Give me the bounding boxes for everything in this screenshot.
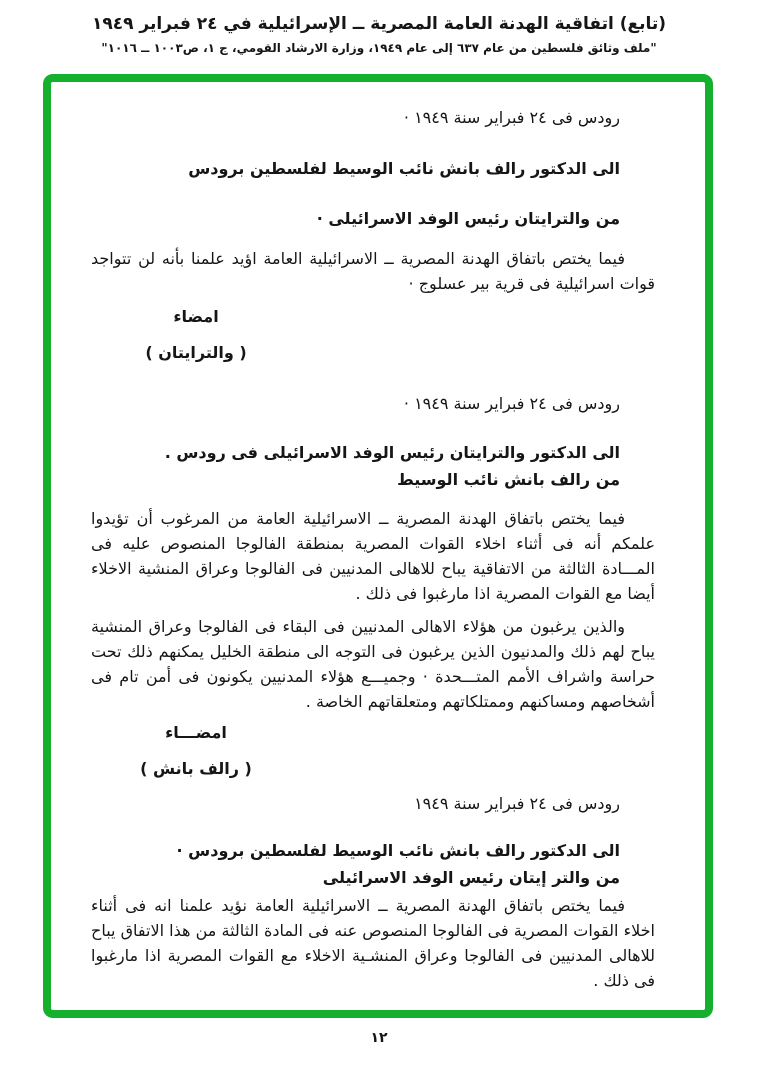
letter-2-from-line: من رالف بانش نائب الوسيط [397, 470, 620, 489]
letter-2-signature-name: ( رالف بانش ) [140, 759, 252, 778]
letter-3-to-line: الى الدكتور رالف بانش نائب الوسيط لفلسطين برودس · [176, 841, 620, 860]
letter-1-body-paragraph: فيما يختص باتفاق الهدنة المصرية ــ الاسرائيلية العامة اؤيد علمنا بأنه لن تتواجد قوات اسرائيلية فى قرية بير عسلوج · [91, 249, 655, 293]
letter-1-signature [101, 306, 291, 364]
letter-1-signature-label: امضاء [173, 307, 219, 326]
letter-3-body-paragraph: فيما يختص باتفاق الهدنة المصرية ــ الاسرائيلية العامة نؤيد علمنا انه فى أثناء اخلاء القوات المصرية فى الفالوجا المنصوص عنه فى المادة الثالثة من هذا الاتفاق يباح للاهالى المدنيين فى الفالوجا وعراق المنشـية الاخلاء مع القوات المصرية اذا مارغبوا فى ذلك . [91, 896, 655, 990]
letter-3-from-line: من والتر إيتان رئيس الوفد الاسرائيلى [322, 868, 620, 887]
letter-2-body-paragraph-2: والذين يرغبون من هؤلاء الاهالى المدنيين فى البقاء فى الفالوجا وعراق المنشية يباح لهم ذلك والمدنيون الذين يرغبون فى التوجه الى منطقة الخليل يمكنهم ذلك تحت حراسة واشراف الأمم المتـــحدة · وجميـــع هؤلاء المدنيين يكونون فى أمن تام فى أشخاصهم ومساكنهم وممتلكاتهم ومتعلقاتهم الخاصة . [91, 617, 655, 711]
letter-2-body-paragraph-1: فيما يختص باتفاق الهدنة المصرية ــ الاسرائيلية العامة من المرغوب أن تؤيدوا علمكم أنه فى أثناء اخلاء القوات المصرية بمنطقة الفالوجا المنصوص عليه فى المـــادة الثالثة من الاتفاقية يباح للاهالى المدنيين فى الفالوجا وعراق المنشية الاخلاء أيضا مع القوات المصرية اذا مارغبوا فى ذلك . [91, 509, 655, 603]
letter-2-signature [101, 722, 291, 780]
letter-2-signature-label: امضـــاء [165, 723, 227, 742]
letter-1 [91, 106, 655, 364]
letter-1-date-line: رودس فى ٢٤ فبراير سنة ١٩٤٩ · [403, 108, 620, 127]
citation-line: "ملف وثائق فلسطين من عام ٦٣٧ إلى عام ١٩٤٩، وزارة الارشاد القومي، ج ١، ص١٠٠٣ ــ ١٠١٦" [101, 41, 657, 55]
letter-1-signature-name: ( والترايتان ) [145, 343, 247, 362]
letter-1-to-line: الى الدكتور رالف بانش نائب الوسيط لفلسطين برودس [188, 159, 620, 178]
letter-3 [91, 792, 655, 993]
letter-1-from-line: من والترايتان رئيس الوفد الاسرائيلى · [316, 209, 620, 228]
page-title: (تابع) اتفاقية الهدنة العامة المصرية ــ الإسرائيلية في ٢٤ فبراير ١٩٤٩ [91, 14, 667, 34]
letter-2 [91, 392, 655, 780]
letter-2-date-line: رودس فى ٢٤ فبراير سنة ١٩٤٩ · [403, 394, 620, 413]
document-frame [43, 74, 713, 1018]
page-header [0, 0, 758, 56]
letter-3-date-line: رودس فى ٢٤ فبراير سنة ١٩٤٩ [414, 794, 620, 813]
letter-2-to-line: الى الدكتور والترايتان رئيس الوفد الاسرائيلى فى رودس . [164, 443, 620, 462]
page-number: ١٢ [370, 1030, 388, 1046]
